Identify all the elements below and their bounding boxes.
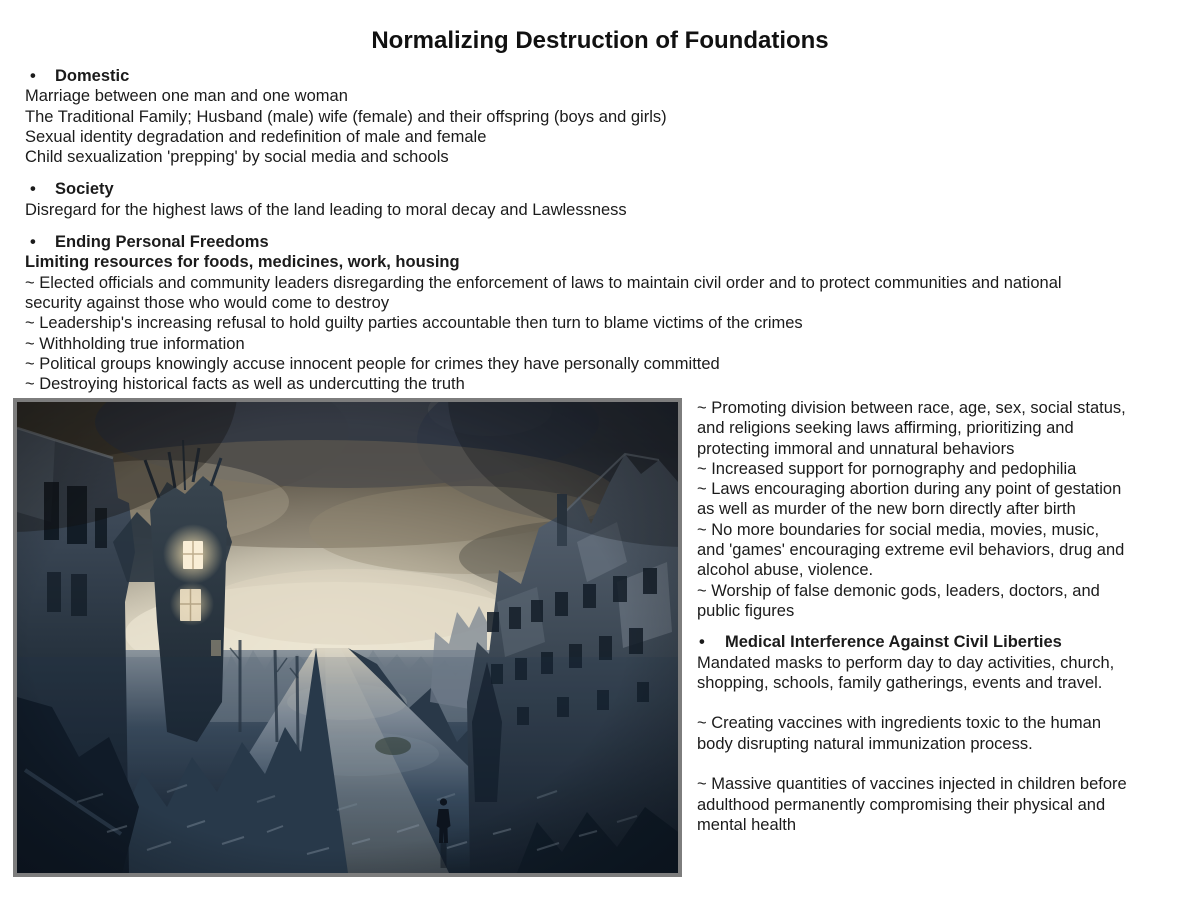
bullet-heading-medical (697, 632, 1197, 652)
text-line: Child sexualization 'prepping' by social media and schools (25, 148, 449, 167)
ruined-city-image (13, 398, 682, 877)
bullet-heading (25, 179, 1185, 199)
text-line: ~ Worship of false demonic gods, leaders, doctors, and (697, 581, 1100, 600)
bullet-heading (25, 66, 1185, 86)
text-line: ~ Increased support for pornography and pedophilia (697, 459, 1077, 478)
bullet-icon: • (30, 180, 36, 199)
text-line: as well as murder of the new born directly after birth (697, 500, 1076, 519)
text-line: and 'games' encouraging extreme evil behaviors, drug and (697, 541, 1125, 560)
text-line: ~ Laws encouraging abortion during any point of gestation (697, 480, 1122, 499)
text-line: ~ Promoting division between race, age, sex, social status, (697, 399, 1126, 417)
text-line: shopping, schools, family gatherings, events and travel. (697, 673, 1103, 692)
text-line: ~ No more boundaries for social media, movies, music, (697, 520, 1100, 539)
section-ending-personal-freedoms (25, 232, 1185, 394)
page-title: Normalizing Destruction of Foundations (371, 27, 829, 54)
bullet-icon: • (30, 233, 36, 252)
text-line: ~ Elected officials and community leaders disregarding the enforcement of laws to maintain civil order and to protect communities and national (25, 273, 1062, 292)
section-heading: Medical Interference Against Civil Liberties (725, 633, 1062, 652)
text-line: mental health (697, 815, 797, 834)
text-line: Disregard for the highest laws of the land leading to moral decay and Lawlessness (25, 200, 627, 219)
bullet-icon: • (699, 633, 705, 652)
text-line: ~ Massive quantities of vaccines injected in children before (697, 775, 1127, 794)
section-heading: Society (55, 180, 114, 199)
text-line: public figures (697, 601, 795, 620)
text-line: body disrupting natural immunization process. (697, 734, 1033, 753)
bullet-heading (25, 232, 1185, 252)
text-line: ~ Creating vaccines with ingredients toxic to the human (697, 714, 1102, 733)
text-line: alcohol abuse, violence. (697, 561, 874, 580)
section-society (25, 179, 1185, 220)
section-subheading: Limiting resources for foods, medicines, work, housing (25, 253, 460, 272)
left-column (25, 66, 1185, 394)
text-line: adulthood permanently compromising their physical and (697, 795, 1106, 814)
text-line: ~ Political groups knowingly accuse innocent people for crimes they have personally committed (25, 354, 720, 373)
text-line: Mandated masks to perform day to day activities, church, (697, 653, 1115, 672)
section-heading: Domestic (55, 67, 130, 85)
text-line: ~ Withholding true information (25, 334, 245, 353)
bullet-icon: • (30, 67, 36, 85)
ruined-city-illustration (17, 402, 678, 873)
text-line: ~ Leadership's increasing refusal to hold guilty parties accountable then turn to blame victims of the crimes (25, 314, 803, 333)
text-line: security against those who would come to destroy (25, 293, 390, 312)
text-line: Sexual identity degradation and redefinition of male and female (25, 127, 487, 146)
section-heading: Ending Personal Freedoms (55, 233, 269, 252)
section-domestic (25, 66, 1185, 167)
text-line: ~ Destroying historical facts as well as undercutting the truth (25, 375, 465, 394)
text-line: Marriage between one man and one woman (25, 87, 348, 106)
text-line: The Traditional Family; Husband (male) wife (female) and their offspring (boys and girls) (25, 107, 667, 126)
text-line: and religions seeking laws affirming, prioritizing and (697, 419, 1074, 438)
text-line: protecting immoral and unnatural behaviors (697, 439, 1015, 458)
right-column (697, 398, 1197, 835)
